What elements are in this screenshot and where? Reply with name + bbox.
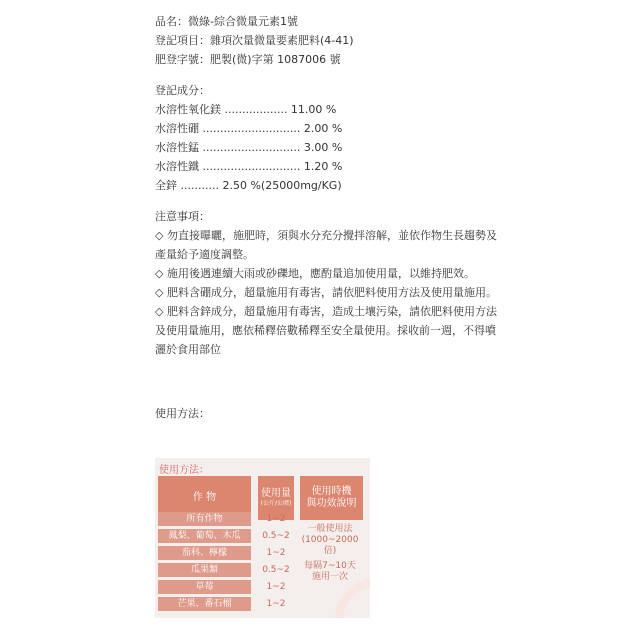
component-name: 水溶性鐵 <box>155 160 199 173</box>
timing-interval-line1: 每隔7~10天 <box>304 561 356 571</box>
component-name: 水溶性錳 <box>155 141 199 154</box>
header-crop-label: 作 物 <box>192 492 217 503</box>
header-dose-label: 使用量 <box>261 488 291 499</box>
component-value: 3.00 % <box>300 141 343 154</box>
composition-heading: 登記成分： <box>155 84 210 97</box>
table-dose: 1~2 <box>266 514 286 524</box>
component-name: 水溶性硼 <box>155 122 199 135</box>
component-value: 2.00 % <box>300 122 343 135</box>
leader-dots: .................. <box>221 103 288 116</box>
component-value: 2.50 %(25000mg/KG) <box>218 179 342 192</box>
decorative-circle <box>335 578 370 618</box>
composition-item <box>155 100 505 119</box>
header-timing <box>300 476 363 520</box>
component-value: 1.20 % <box>300 160 343 173</box>
leader-dots: ........... <box>177 179 219 192</box>
product-name: 品名：微綠-綜合微量元素1號 <box>155 15 298 28</box>
table-crop: 鳳梨、葡萄、木瓜 <box>158 529 251 543</box>
note-item: ◇ 勿直接曝曬，施肥時，須與水分充分攪拌溶解，並依作物生長趨勢及產量給予適度調整。 <box>155 229 497 261</box>
timing-interval <box>299 561 361 583</box>
leader-dots: ............................ <box>199 160 301 173</box>
table-dose: 0.5~2 <box>262 531 290 541</box>
table-dose: 1~2 <box>266 599 286 609</box>
table-crop: 所有作物 <box>158 512 251 526</box>
table-title: 使用方法： <box>159 465 209 476</box>
composition-item <box>155 176 505 195</box>
note-item: ◇ 肥料含硼成分，超量施用有毒害，請依肥料使用方法及使用量施用。 <box>155 286 497 299</box>
component-value: 11.00 % <box>287 103 337 116</box>
leader-dots: ............................ <box>199 141 301 154</box>
product-info <box>155 12 505 423</box>
table-crop: 草莓 <box>158 580 251 594</box>
composition-item <box>155 119 505 138</box>
registration-number: 肥登字號：肥製(微)字第 1087006 號 <box>155 53 341 66</box>
usage-table-image <box>155 458 370 618</box>
composition-item <box>155 138 505 157</box>
composition-item <box>155 157 505 176</box>
table-dose: 0.5~2 <box>262 565 290 575</box>
header-timing-line1: 使用時機 <box>311 486 352 497</box>
component-name: 水溶性氧化鎂 <box>155 103 221 116</box>
table-crop: 茄科、檸檬 <box>158 546 251 560</box>
timing-general <box>299 524 361 557</box>
component-name: 全鋅 <box>155 179 177 192</box>
timing-general-line2: (1000~2000倍) <box>301 535 359 556</box>
header-dose-unit: (公斤/公頃) <box>260 500 292 507</box>
note-item: ◇ 肥料含鋅成分，超量施用有毒害，造成土壤污染，請依肥料使用方法及使用量施用，應依稀釋倍數稀釋至安全量使用。採收前一週，不得噴灑於食用部位 <box>155 305 497 356</box>
registration-item: 登記項目：雜項次量微量要素肥料(4-41) <box>155 34 354 47</box>
header-timing-line2: 與功效說明 <box>306 498 357 509</box>
leader-dots: ............................ <box>199 122 301 135</box>
table-crop: 瓜果類 <box>158 563 251 577</box>
table-crop: 芒果、番石榴 <box>158 597 251 611</box>
table-dose: 1~2 <box>266 548 286 558</box>
note-item: ◇ 施用後遇連續大雨或砂礫地，應酌量追加使用量，以維持肥效。 <box>155 267 475 280</box>
usage-heading: 使用方法： <box>155 407 210 420</box>
timing-interval-line2: 施用一次 <box>311 572 348 582</box>
timing-general-line1: 一般使用法 <box>307 524 353 534</box>
table-dose: 1~2 <box>266 582 286 592</box>
notes-heading: 注意事項： <box>155 210 210 223</box>
